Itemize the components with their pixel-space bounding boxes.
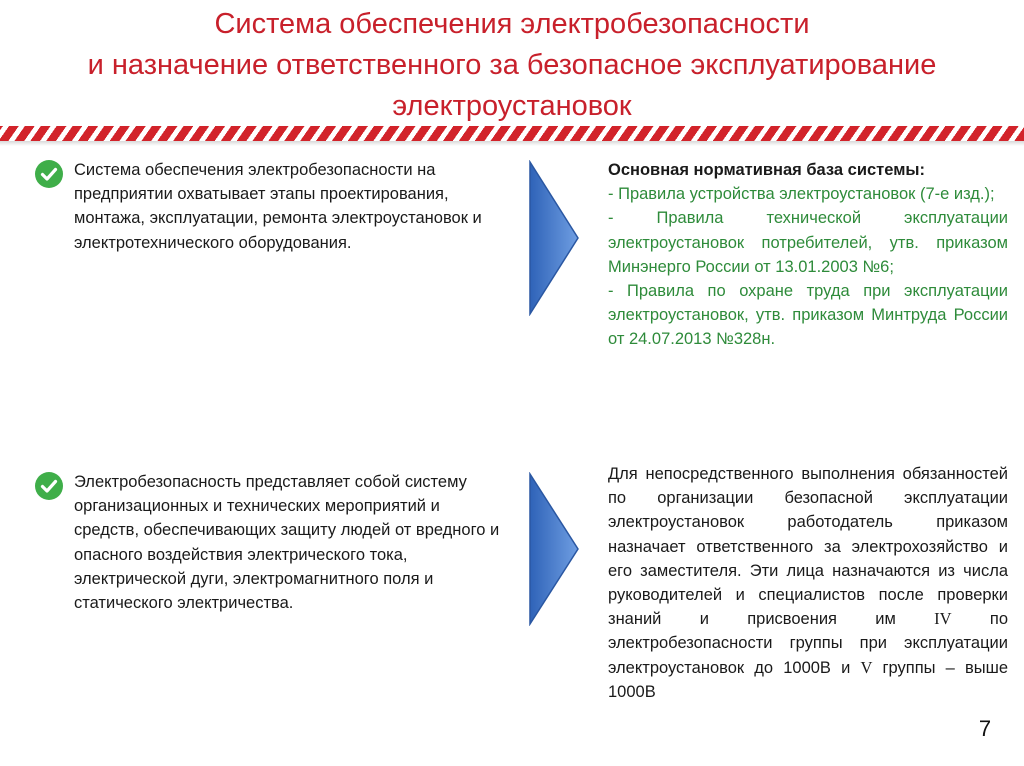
page-number: 7 <box>978 716 992 741</box>
system-scope-text: Система обеспечения электробезопасности на предприятии охватывает этапы проектирования, монтажа, эксплуатации, ремонта электроустановок и электротехнического оборудования. <box>74 161 482 252</box>
electrical-safety-definition-text: Электробезопасность представляет собой систему организационных и технических мероприятий и средств, обеспечивающих защиту людей от вредного и опасного воздействия электрического тока, электрической дуги, электромагнитного поля и статического электричества. <box>74 473 500 613</box>
hazard-stripe-divider <box>0 126 1024 141</box>
normative-base-heading: Основная нормативная база системы: <box>608 161 925 179</box>
slide-title <box>0 4 1024 127</box>
chevron-right-icon <box>528 160 580 316</box>
responsible-text-part: Для непосредственного выполнения обязанностей по организации безопасной эксплуатации электроустановок работодатель приказом назначает ответственного за электрохозяйство и его заместителя. Эти лица назначаются из числа руководителей и специалистов после проверки знаний и присвоения им <box>608 465 1008 629</box>
responsible-text-part: по электробезопасности группы при эксплуатации электроустановок до 1000В и <box>608 610 1008 677</box>
divider-shadow <box>0 141 1024 146</box>
title-line-3: электроустановок <box>392 90 632 122</box>
normative-base-item: - Правила устройства электроустановок (7-е изд.); <box>608 185 995 204</box>
title-line-2: и назначение ответственного за безопасное эксплуатирование <box>87 49 937 81</box>
chevron-right-icon <box>528 472 580 626</box>
group-v-label: V <box>860 657 873 677</box>
check-circle-icon <box>35 472 63 500</box>
check-circle-icon <box>35 160 63 188</box>
normative-base-block <box>608 158 1008 352</box>
normative-base-item: - Правила по охране труда при эксплуатации электроустановок, утв. приказом Минтруда России от 24.07.2013 №328н. <box>608 282 1008 349</box>
normative-base-item: - Правила технической эксплуатации электроустановок потребителей, утв. приказом Минэнерго России от 13.01.2003 №6; <box>608 209 1008 276</box>
group-iv-label: IV <box>934 609 952 629</box>
responsible-text-part: группы – выше 1000В <box>608 658 1008 701</box>
title-line-1: Система обеспечения электробезопасности <box>214 8 810 40</box>
responsible-appointment-text <box>608 462 1008 704</box>
